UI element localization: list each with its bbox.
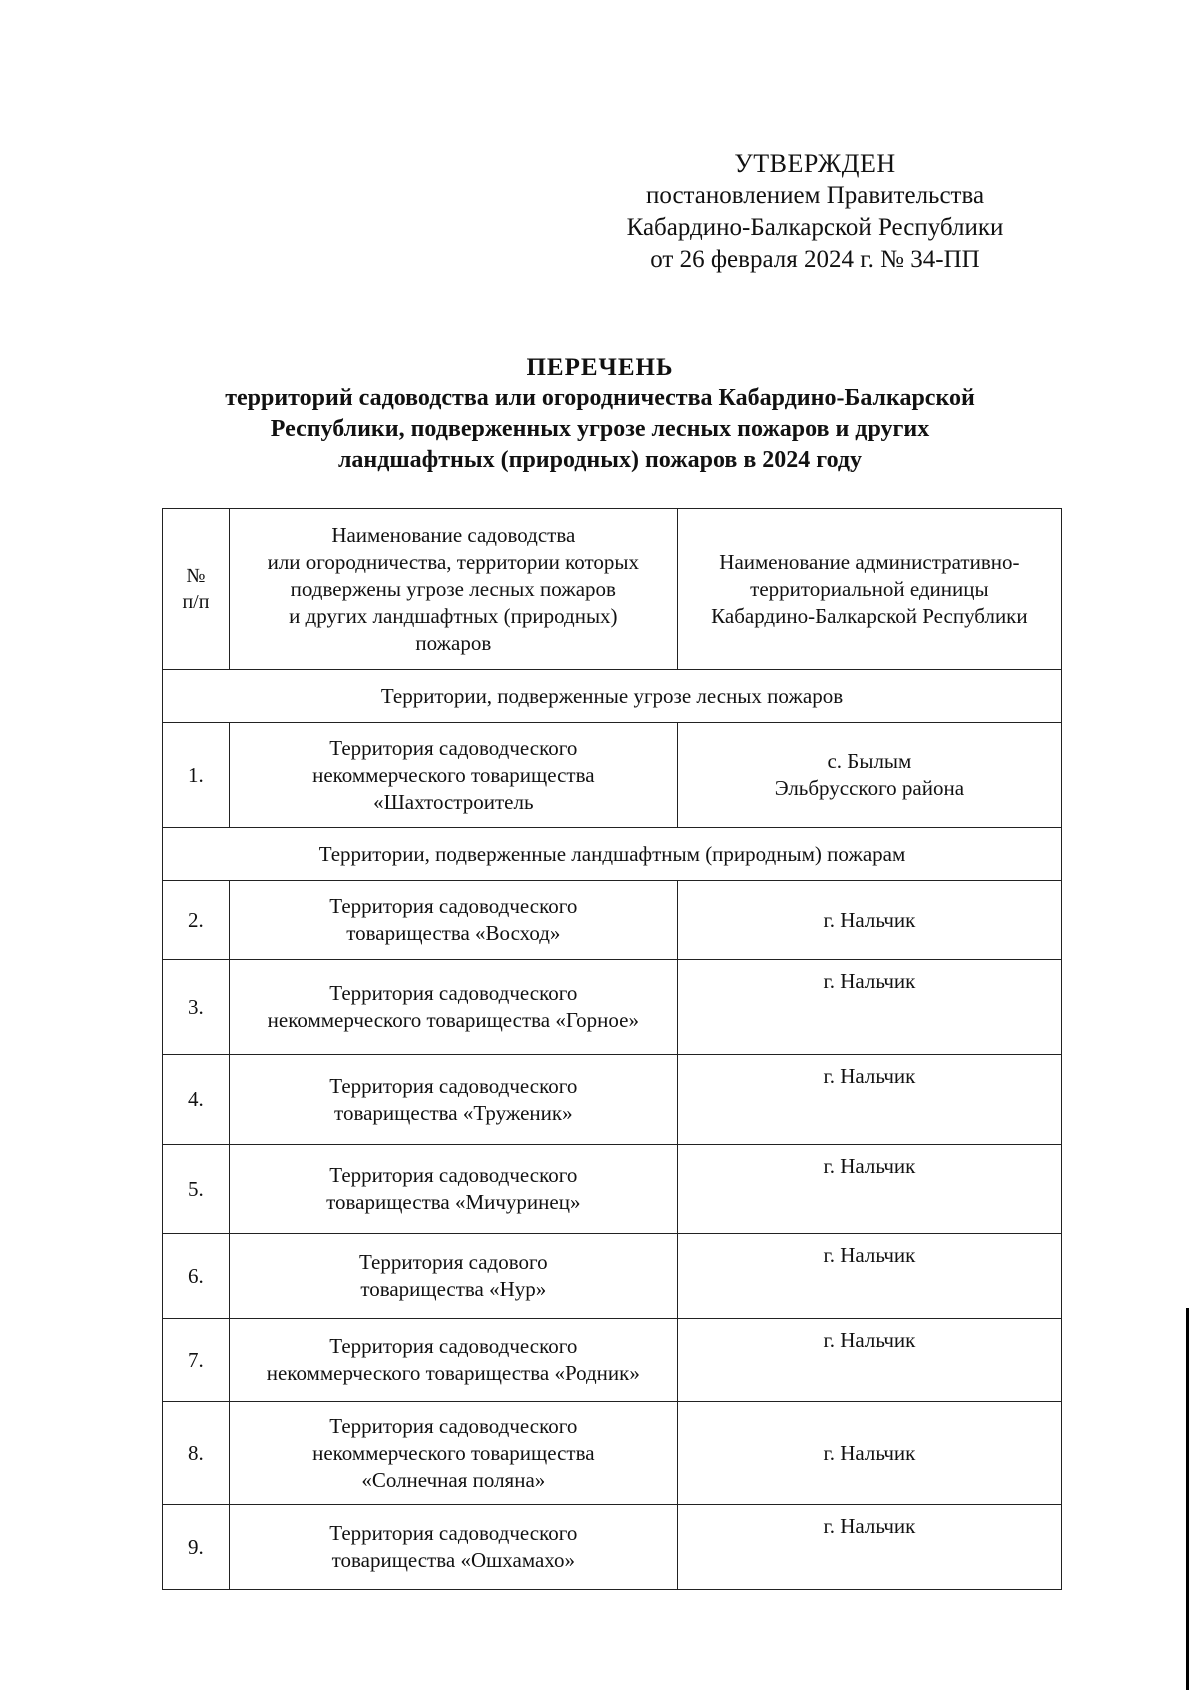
scan-edge-line: [1186, 1308, 1189, 1690]
row-number: 3.: [163, 960, 230, 1055]
row-name-line: Территория садоводческого: [329, 1521, 578, 1545]
row-unit: г. Нальчик: [677, 1505, 1061, 1590]
table-row: [163, 1234, 1062, 1319]
row-unit-line: с. Былым: [827, 749, 912, 773]
header-unit: [677, 509, 1061, 670]
approval-line: Кабардино-Балкарской Республики: [626, 214, 1004, 241]
table-row: [163, 723, 1062, 828]
table-header-row: [163, 509, 1062, 670]
row-unit: г. Нальчик: [677, 1319, 1061, 1402]
table-row: [163, 1145, 1062, 1234]
row-name: [229, 1402, 677, 1505]
row-number: 5.: [163, 1145, 230, 1234]
header-text: п/п: [182, 591, 210, 613]
row-unit: г. Нальчик: [677, 881, 1061, 960]
approval-stamp: [590, 148, 1040, 276]
row-name: [229, 1319, 677, 1402]
row-name-line: Территория садоводческого: [329, 1163, 578, 1187]
row-name: [229, 1055, 677, 1145]
header-text: Кабардино-Балкарской Республики: [711, 603, 1028, 628]
row-name: [229, 1234, 677, 1319]
document-title: [150, 352, 1050, 476]
header-text: территориальной единицы: [750, 576, 989, 601]
header-text: Наименование административно-: [719, 549, 1020, 574]
row-name-line: Территория садоводческого: [329, 894, 578, 918]
row-unit: г. Нальчик: [677, 1145, 1061, 1234]
territories-table: [162, 508, 1062, 1590]
row-number: 4.: [163, 1055, 230, 1145]
row-name-line: Территория садоводческого: [329, 1413, 578, 1438]
row-number: 2.: [163, 881, 230, 960]
row-number: 9.: [163, 1505, 230, 1590]
title-line: территорий садоводства или огородничества Кабардино-Балкарской: [225, 385, 975, 411]
row-unit-line: Эльбрусского района: [774, 776, 965, 800]
row-name-line: Территория садоводческого: [329, 1334, 578, 1358]
row-number: 6.: [163, 1234, 230, 1319]
title-line: Республики, подверженных угрозе лесных пожаров и других: [270, 416, 930, 442]
row-name-line: товарищества «Восход»: [346, 921, 561, 945]
row-number: 7.: [163, 1319, 230, 1402]
row-name: [229, 1505, 677, 1590]
row-unit: г. Нальчик: [677, 1234, 1061, 1319]
table-row: [163, 1319, 1062, 1402]
row-name-line: товарищества «Мичуринец»: [326, 1190, 581, 1214]
row-unit: [677, 723, 1061, 828]
row-number: 1.: [163, 723, 230, 828]
row-name-line: Территория садоводческого: [329, 735, 578, 760]
row-unit: г. Нальчик: [677, 960, 1061, 1055]
header-text: №: [186, 565, 206, 587]
row-name-line: некоммерческого товарищества: [312, 1440, 595, 1465]
approval-heading: УТВЕРЖДЕН: [734, 149, 896, 178]
row-name-line: товарищества «Труженик»: [334, 1100, 573, 1125]
row-name-line: Территория садоводческого: [329, 1073, 578, 1098]
header-text: пожаров: [415, 630, 492, 655]
row-unit: г. Нальчик: [677, 1055, 1061, 1145]
row-name-line: некоммерческого товарищества «Родник»: [266, 1361, 640, 1385]
header-text: и других ландшафтных (природных): [289, 603, 618, 628]
row-name-line: Территория садоводческого: [329, 981, 578, 1005]
row-name-line: товарищества «Нур»: [360, 1277, 547, 1301]
row-unit: г. Нальчик: [677, 1402, 1061, 1505]
table-row: [163, 1055, 1062, 1145]
table-row: [163, 1402, 1062, 1505]
section-row: [163, 670, 1062, 723]
section-row: [163, 828, 1062, 881]
row-number: 8.: [163, 1402, 230, 1505]
section-title-landscape: Территории, подверженные ландшафтным (природным) пожарам: [163, 828, 1062, 881]
header-number: [163, 509, 230, 670]
title-line: ландшафтных (природных) пожаров в 2024 году: [337, 447, 863, 473]
approval-line: постановлением Правительства: [645, 182, 985, 209]
table-row: [163, 960, 1062, 1055]
header-text: или огородничества, территории которых: [267, 549, 640, 574]
row-name-line: товарищества «Ошхамахо»: [331, 1548, 575, 1572]
approval-date-number: от 26 февраля 2024 г. № 34-ПП: [650, 246, 980, 273]
row-name: [229, 723, 677, 828]
row-name-line: «Солнечная поляна»: [361, 1467, 546, 1492]
row-name: [229, 960, 677, 1055]
row-name-line: Территория садового: [359, 1250, 548, 1274]
table-row: [163, 1505, 1062, 1590]
title-heading: ПЕРЕЧЕНЬ: [526, 354, 674, 381]
row-name-line: «Шахтостроитель: [373, 789, 534, 814]
row-name-line: некоммерческого товарищества: [312, 762, 595, 787]
row-name: [229, 881, 677, 960]
table-row: [163, 881, 1062, 960]
header-text: подвержены угрозе лесных пожаров: [290, 576, 616, 601]
row-name-line: некоммерческого товарищества «Горное»: [267, 1008, 639, 1032]
section-title-forest: Территории, подверженные угрозе лесных пожаров: [163, 670, 1062, 723]
header-name: [229, 509, 677, 670]
header-text: Наименование садоводства: [331, 522, 576, 547]
row-name: [229, 1145, 677, 1234]
